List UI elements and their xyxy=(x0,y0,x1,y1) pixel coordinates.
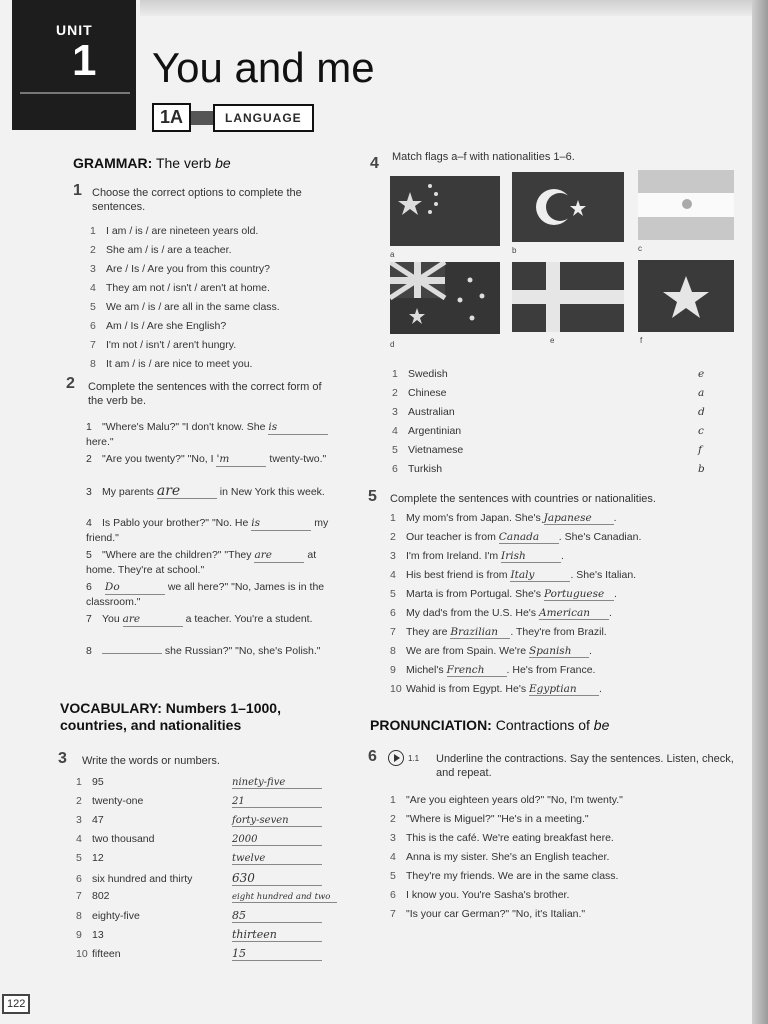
lesson-tag: LANGUAGE xyxy=(213,104,314,132)
answer-field[interactable]: French xyxy=(447,664,507,677)
list-item[interactable]: 9 13 thirteen xyxy=(76,928,336,947)
list-item[interactable]: 7 "Is your car German?" "No, it's Italian." xyxy=(390,908,586,920)
crescent-icon xyxy=(512,172,624,242)
exercise-2-number: 2 xyxy=(66,375,75,392)
answer-field[interactable]: c xyxy=(698,425,704,437)
list-item[interactable]: 3 Are / Is / Are you from this country? xyxy=(90,263,270,275)
star-icon xyxy=(638,260,734,332)
answer-field[interactable]: forty-seven xyxy=(232,815,322,827)
lesson-connector xyxy=(191,111,213,125)
answer-field[interactable]: is xyxy=(251,516,311,531)
answer-field[interactable]: 'm xyxy=(216,452,266,467)
list-item[interactable]: 7 I'm not / isn't / aren't hungry. xyxy=(90,339,237,351)
exercise-4-number: 4 xyxy=(370,155,379,172)
answer-field[interactable]: Irish xyxy=(501,550,561,563)
exercise-3-list xyxy=(76,776,336,966)
answer-field[interactable]: Japanese xyxy=(544,512,614,525)
answer-field[interactable]: 630 xyxy=(232,871,322,886)
list-item[interactable]: 6 Do we all here?" "No, James is in the classroom." xyxy=(86,581,325,608)
answer-field[interactable]: b xyxy=(698,463,705,475)
flag-e-sweden[interactable] xyxy=(512,262,624,332)
vocabulary-heading-bold: VOCABULARY: xyxy=(60,700,162,716)
list-item[interactable]: 5 They're my friends. We are in the same class. xyxy=(390,870,619,882)
answer-field[interactable]: Brazilian xyxy=(450,626,510,639)
pronunciation-heading-rest: Contractions of xyxy=(491,717,594,733)
answer-field[interactable]: Do xyxy=(105,580,165,595)
exercise-4-list xyxy=(392,368,732,482)
list-item[interactable]: 3 Australian d xyxy=(392,406,705,418)
answer-field[interactable]: a xyxy=(698,387,705,399)
list-item[interactable]: 1 "Are you eighteen years old?" "No, I'm twenty." xyxy=(390,794,623,806)
star-icon xyxy=(390,176,500,246)
flag-c-argentina[interactable] xyxy=(638,170,734,240)
list-item[interactable]: 3 This is the café. We're eating breakfast here. xyxy=(390,832,614,844)
flag-label-c: c xyxy=(638,244,642,253)
list-item[interactable]: 6 I know you. You're Sasha's brother. xyxy=(390,889,570,901)
exercise-3-number: 3 xyxy=(58,750,67,767)
answer-field[interactable]: are xyxy=(254,548,304,563)
list-item[interactable]: 10 fifteen 15 xyxy=(76,947,336,966)
list-item[interactable]: 1 Swedish e xyxy=(392,368,705,380)
pronunciation-heading xyxy=(370,717,609,733)
grammar-heading-em: be xyxy=(215,155,231,171)
flag-b-turkey[interactable] xyxy=(512,172,624,242)
list-item[interactable]: 3 My parents are in New York this week. xyxy=(86,483,325,499)
list-item[interactable]: 4 Is Pablo your brother?" "No. He is my friend." xyxy=(86,517,329,544)
list-item[interactable]: 2 Chinese a xyxy=(392,387,705,399)
answer-field[interactable]: Portuguese xyxy=(544,588,614,601)
answer-field[interactable]: d xyxy=(698,406,705,418)
answer-field[interactable]: Egyptian xyxy=(529,683,599,696)
list-item[interactable]: 4 two thousand 2000 xyxy=(76,833,336,852)
list-item[interactable]: 4 His best friend is from Italy . She's Italian. xyxy=(390,569,637,581)
list-item[interactable]: 6 six hundred and thirty 630 xyxy=(76,871,336,890)
answer-field[interactable]: 2000 xyxy=(232,834,322,846)
answer-field[interactable]: 85 xyxy=(232,909,322,923)
exercise-5-list xyxy=(390,512,735,702)
answer-field[interactable]: f xyxy=(698,444,702,456)
answer-field[interactable]: Canada xyxy=(499,531,559,544)
list-item[interactable]: 8 We are from Spain. We're Spanish . xyxy=(390,645,592,657)
lesson-code: 1A xyxy=(152,103,191,132)
exercise-3-instruction: Write the words or numbers. xyxy=(82,755,220,767)
list-item[interactable]: 3 I'm from Ireland. I'm Irish . xyxy=(390,550,564,562)
list-item[interactable]: 1 "Where's Malu?" "I don't know. She is here." xyxy=(86,420,336,452)
list-item[interactable]: 4 Anna is my sister. She's an English teacher. xyxy=(390,851,610,863)
vocabulary-heading xyxy=(60,700,340,734)
flags-grid xyxy=(390,170,735,349)
page-edge xyxy=(752,0,768,1024)
list-item[interactable]: 5 Marta is from Portugal. She's Portuguese . xyxy=(390,588,617,600)
play-audio-icon[interactable] xyxy=(388,750,404,766)
union-jack-icon xyxy=(390,262,500,334)
audio-track-number: 1.1 xyxy=(408,754,420,763)
list-item[interactable]: 2 "Where is Miguel?" "He's in a meeting." xyxy=(390,813,589,825)
list-item[interactable]: 6 Turkish b xyxy=(392,463,705,475)
answer-field[interactable]: 15 xyxy=(232,947,322,961)
answer-field[interactable]: eight hundred and two xyxy=(232,892,337,903)
list-item[interactable]: 1 My mom's from Japan. She's Japanese . xyxy=(390,512,617,524)
flag-label-d: d xyxy=(390,340,395,349)
list-item[interactable]: 2 "Are you twenty?" "No, I 'm twenty-two." xyxy=(86,453,327,465)
flag-f-vietnam[interactable] xyxy=(638,260,734,332)
page-number: 122 xyxy=(2,994,30,1014)
list-item[interactable]: 3 47 forty-seven xyxy=(76,814,336,833)
answer-field[interactable]: Spanish xyxy=(529,645,589,658)
vocabulary-heading-rest: Numbers 1–1000, countries, and nationalities xyxy=(60,700,281,733)
pronunciation-heading-bold: PRONUNCIATION: xyxy=(370,717,492,733)
list-item[interactable]: 7 They are Brazilian . They're from Brazil. xyxy=(390,626,607,638)
flag-label-f: f xyxy=(640,336,643,345)
flag-a-china[interactable] xyxy=(390,176,500,246)
lesson-header xyxy=(152,103,314,132)
answer-field[interactable]: thirteen xyxy=(232,928,322,942)
unit-badge xyxy=(12,0,136,130)
list-item[interactable]: 5 We am / is / are all in the same class. xyxy=(90,301,280,313)
unit-label: UNIT xyxy=(56,22,93,38)
answer-field[interactable]: are xyxy=(157,484,217,499)
list-item[interactable]: 4 They am not / isn't / aren't at home. xyxy=(90,282,270,294)
list-item[interactable]: 2 twenty-one 21 xyxy=(76,795,336,814)
list-item[interactable]: 10 Wahid is from Egypt. He's Egyptian . xyxy=(390,683,602,695)
exercise-1-instruction: Choose the correct options to complete the sentences. xyxy=(92,187,302,213)
answer-field[interactable]: twelve xyxy=(232,853,322,865)
unit-decoration xyxy=(20,92,130,120)
list-item[interactable]: 4 Argentinian c xyxy=(392,425,704,437)
flag-label-a: a xyxy=(390,250,395,259)
exercise-1-list xyxy=(90,225,330,377)
pronunciation-heading-em: be xyxy=(593,717,610,733)
exercise-5-number: 5 xyxy=(368,488,377,505)
answer-field[interactable]: ninety-five xyxy=(232,777,322,789)
exercise-2-instruction: Complete the sentences with the correct form of the verb be. xyxy=(88,381,322,407)
answer-field[interactable]: are xyxy=(123,612,183,627)
exercise-1-number: 1 xyxy=(73,182,82,199)
list-item[interactable]: 6 Am / Is / Are she English? xyxy=(90,320,227,332)
page-top-strip xyxy=(140,0,752,16)
answer-field[interactable]: Italy xyxy=(510,569,570,582)
answer-field[interactable]: is xyxy=(268,420,328,435)
flag-label-e: e xyxy=(550,336,555,345)
unit-number: 1 xyxy=(72,36,97,85)
grammar-heading xyxy=(73,155,231,171)
list-item[interactable]: 5 Vietnamese f xyxy=(392,444,702,456)
grammar-heading-bold: GRAMMAR: xyxy=(73,155,153,171)
flag-label-b: b xyxy=(512,246,517,255)
exercise-6-list xyxy=(390,794,735,927)
list-item[interactable]: 7 You are a teacher. You're a student. xyxy=(86,613,313,625)
list-item[interactable]: 6 My dad's from the U.S. He's American . xyxy=(390,607,612,619)
exercise-4-instruction: Match flags a–f with nationalities 1–6. xyxy=(392,151,575,163)
answer-field[interactable]: American xyxy=(539,607,609,620)
list-item[interactable]: 5 12 twelve xyxy=(76,852,336,871)
list-item[interactable]: 8 It am / is / are nice to meet you. xyxy=(90,358,253,370)
list-item[interactable]: 8 she Russian?" "No, she's Polish." xyxy=(86,645,321,657)
list-item[interactable]: 8 eighty-five 85 xyxy=(76,909,336,928)
flag-d-australia[interactable] xyxy=(390,262,500,334)
answer-field[interactable] xyxy=(102,653,162,654)
list-item[interactable]: 5 "Where are the children?" "They are at home. They're at school." xyxy=(86,549,317,576)
exercise-2-list xyxy=(86,420,336,676)
page-title: You and me xyxy=(152,44,375,91)
answer-field[interactable]: e xyxy=(698,368,705,380)
list-item[interactable]: 2 She am / is / are a teacher. xyxy=(90,244,232,256)
exercise-6-instruction: Underline the contractions. Say the sentences. Listen, check, and repeat. xyxy=(436,753,734,779)
answer-field[interactable]: 21 xyxy=(232,796,322,808)
list-item[interactable]: 9 Michel's French . He's from France. xyxy=(390,664,596,676)
list-item[interactable]: 2 Our teacher is from Canada . She's Canadian. xyxy=(390,531,642,543)
list-item[interactable]: 7 802 eight hundred and two xyxy=(76,890,336,909)
exercise-5-instruction: Complete the sentences with countries or nationalities. xyxy=(390,493,656,505)
list-item[interactable]: 1 95 ninety-five xyxy=(76,776,336,795)
list-item[interactable]: 1 I am / is / are nineteen years old. xyxy=(90,225,259,237)
exercise-6-number: 6 xyxy=(368,748,377,765)
grammar-heading-rest: The verb xyxy=(152,155,216,171)
